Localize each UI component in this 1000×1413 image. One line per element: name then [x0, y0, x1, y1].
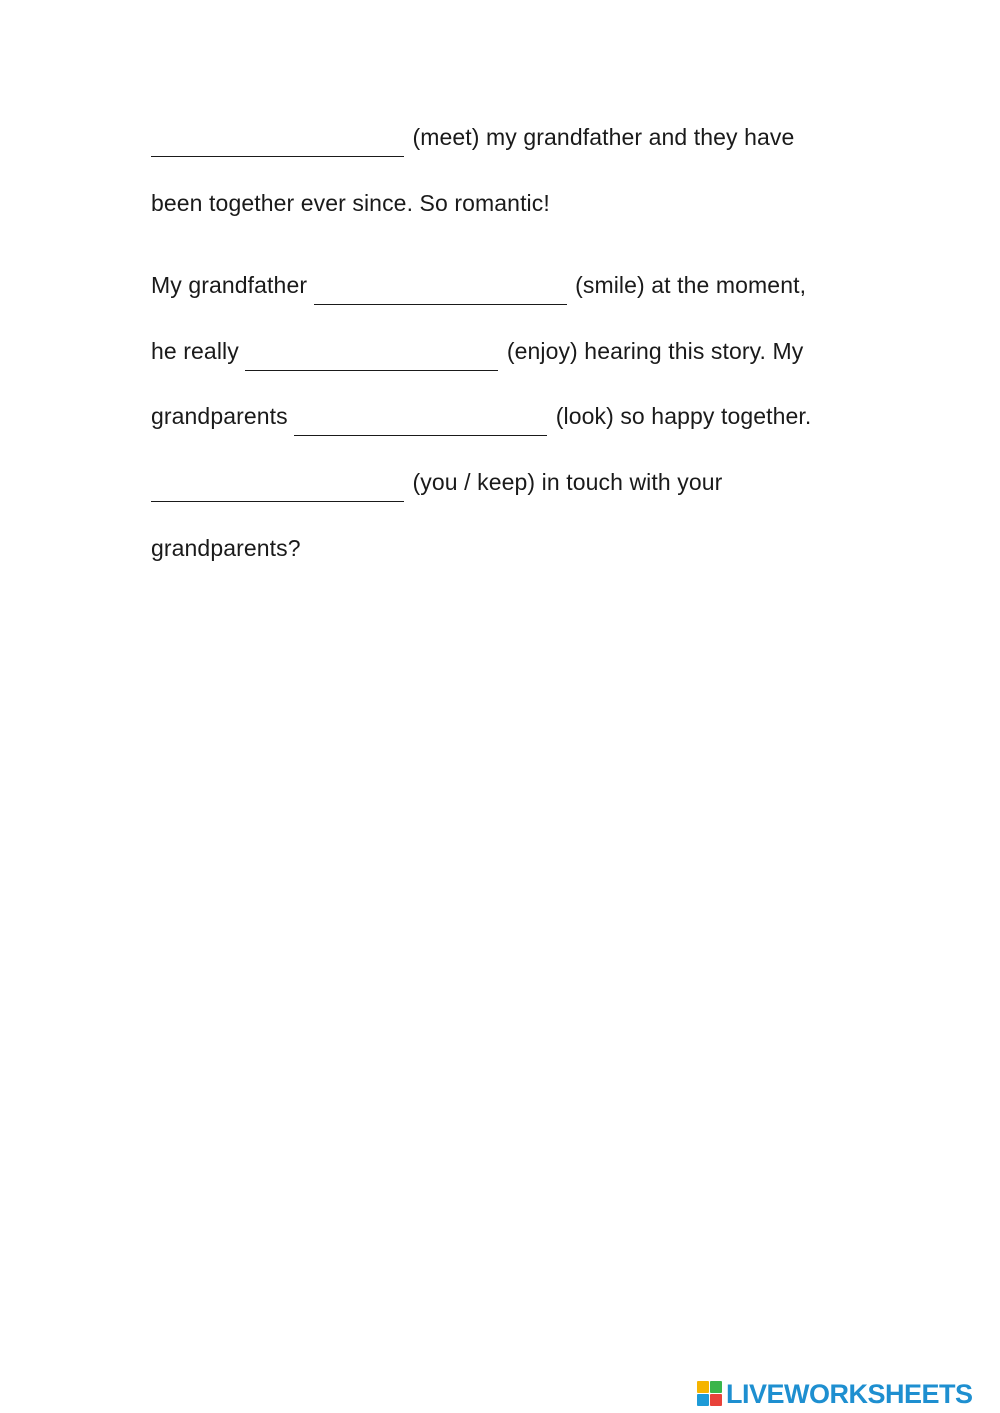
line-text: grandparents?: [151, 535, 301, 561]
line-prefix: My grandfather: [151, 272, 314, 298]
answer-blank-smile[interactable]: [314, 280, 567, 305]
answer-blank-you-keep[interactable]: [151, 477, 404, 502]
worksheet-line-1: [151, 122, 794, 157]
worksheet-line-2: [151, 188, 550, 218]
line-suffix: (enjoy) hearing this story. My: [500, 338, 804, 364]
line-prefix: he really: [151, 338, 246, 364]
worksheet-line-3: [151, 270, 806, 305]
liveworksheets-logo-icon: [697, 1381, 723, 1407]
logo-square-blue: [697, 1394, 709, 1406]
answer-blank-look[interactable]: [294, 411, 547, 436]
logo-square-yellow: [697, 1381, 709, 1393]
worksheet-line-6: [151, 467, 722, 502]
line-prefix: grandparents: [151, 403, 295, 429]
liveworksheets-logo: [697, 1378, 973, 1410]
line-text: (meet) my grandfather and they have: [406, 124, 795, 150]
logo-square-red: [710, 1394, 722, 1406]
line-text: been together ever since. So romantic!: [151, 190, 550, 216]
line-text: (you / keep) in touch with your: [406, 469, 723, 495]
worksheet-line-5: [151, 401, 811, 436]
logo-text: LIVEWORKSHEETS: [726, 1379, 973, 1409]
line-suffix: (look) so happy together.: [549, 403, 812, 429]
logo-square-green: [710, 1381, 722, 1393]
line-suffix: (smile) at the moment,: [568, 272, 807, 298]
answer-blank-enjoy[interactable]: [245, 346, 498, 371]
worksheet-line-7: [151, 533, 301, 563]
answer-blank-meet[interactable]: [151, 132, 404, 157]
worksheet-line-4: [151, 336, 803, 371]
